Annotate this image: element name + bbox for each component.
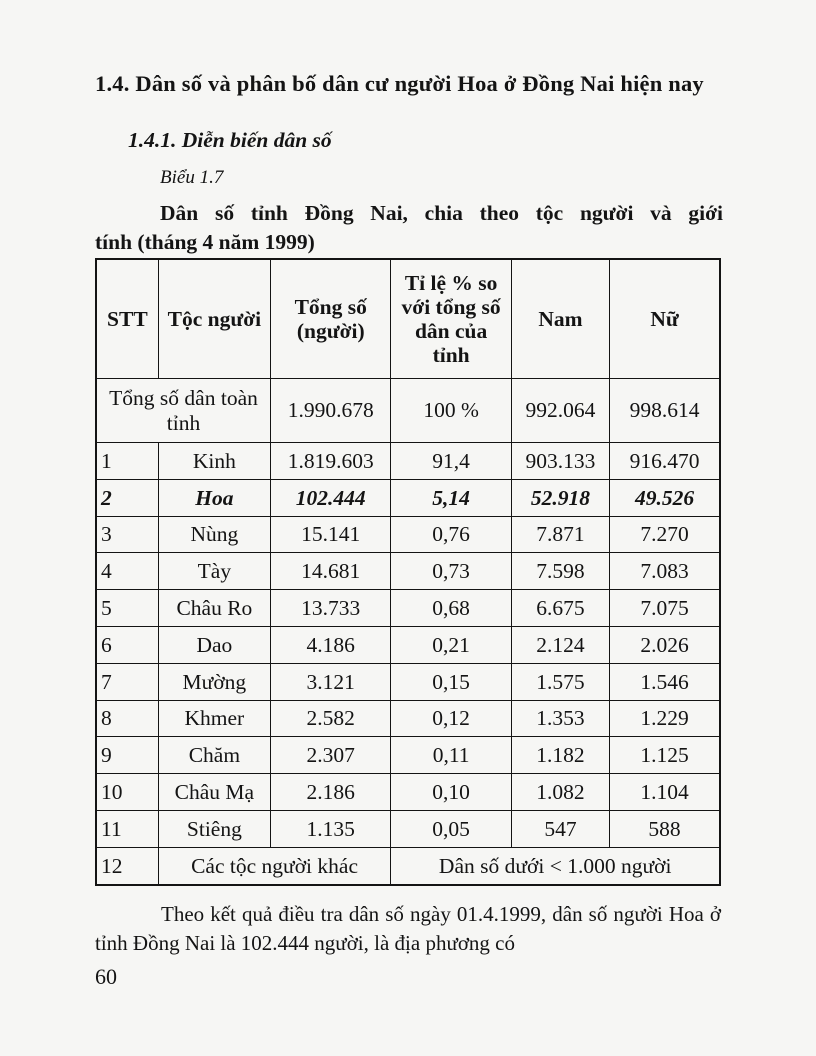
table-title-line1 <box>95 199 723 228</box>
table-row <box>96 443 720 480</box>
cell-nam: 7.598 <box>511 553 609 590</box>
cell-nam: 6.675 <box>511 590 609 627</box>
cell-tong-so: 2.186 <box>271 774 391 811</box>
table-row <box>96 663 720 700</box>
total-nu: 998.614 <box>610 379 720 443</box>
other-note: Dân số dưới < 1.000 người <box>391 847 720 884</box>
table-caption: Biểu 1.7 <box>160 167 224 188</box>
cell-tong-so: 4.186 <box>271 626 391 663</box>
cell-ti-le: 0,68 <box>391 590 511 627</box>
table-title <box>95 199 723 257</box>
cell-toc-nguoi: Châu Mạ <box>158 774 270 811</box>
other-stt: 12 <box>96 847 158 884</box>
cell-nu: 1.546 <box>610 663 720 700</box>
cell-tong-so: 13.733 <box>271 590 391 627</box>
cell-toc-nguoi: Mường <box>158 663 270 700</box>
cell-toc-nguoi: Tày <box>158 553 270 590</box>
cell-tong-so: 3.121 <box>271 663 391 700</box>
page-number: 60 <box>95 964 117 989</box>
cell-stt: 2 <box>96 479 158 516</box>
cell-stt: 10 <box>96 774 158 811</box>
cell-toc-nguoi: Dao <box>158 626 270 663</box>
cell-nam: 1.182 <box>511 737 609 774</box>
cell-nam: 7.871 <box>511 516 609 553</box>
cell-nam: 2.124 <box>511 626 609 663</box>
other-groups-row <box>96 847 720 884</box>
total-row <box>96 379 720 443</box>
cell-nu: 588 <box>610 810 720 847</box>
cell-nam: 1.353 <box>511 700 609 737</box>
table-row <box>96 774 720 811</box>
body-paragraph: Theo kết quả điều tra dân số ngày 01.4.1999, dân số người Hoa ở tỉnh Đồng Nai là 102.444 người, là địa phương có <box>95 902 721 955</box>
table-row <box>96 479 720 516</box>
header-nam: Nam <box>511 259 609 379</box>
cell-toc-nguoi: Hoa <box>158 479 270 516</box>
cell-nam: 1.082 <box>511 774 609 811</box>
table-header-row <box>96 259 720 379</box>
cell-tong-so: 15.141 <box>271 516 391 553</box>
cell-tong-so: 102.444 <box>271 479 391 516</box>
section-heading: 1.4. Dân số và phân bố dân cư người Hoa ở Đồng Nai hiện nay <box>95 71 704 96</box>
cell-stt: 3 <box>96 516 158 553</box>
header-toc-nguoi: Tộc người <box>158 259 270 379</box>
table-title-line1-text: Dân số tỉnh Đồng Nai, chia theo tộc người và giới <box>160 201 723 225</box>
cell-nam: 547 <box>511 810 609 847</box>
header-tong-so: Tổng số (người) <box>271 259 391 379</box>
table-row <box>96 516 720 553</box>
cell-stt: 8 <box>96 700 158 737</box>
cell-stt: 11 <box>96 810 158 847</box>
table-row <box>96 810 720 847</box>
cell-stt: 5 <box>96 590 158 627</box>
other-label: Các tộc người khác <box>158 847 391 884</box>
cell-tong-so: 1.819.603 <box>271 443 391 480</box>
cell-ti-le: 0,11 <box>391 737 511 774</box>
cell-stt: 4 <box>96 553 158 590</box>
cell-stt: 9 <box>96 737 158 774</box>
cell-tong-so: 2.307 <box>271 737 391 774</box>
table-row <box>96 737 720 774</box>
table-row <box>96 626 720 663</box>
cell-ti-le: 0,12 <box>391 700 511 737</box>
cell-ti-le: 0,73 <box>391 553 511 590</box>
cell-ti-le: 0,21 <box>391 626 511 663</box>
cell-ti-le: 5,14 <box>391 479 511 516</box>
cell-toc-nguoi: Nùng <box>158 516 270 553</box>
cell-nu: 916.470 <box>610 443 720 480</box>
cell-ti-le: 0,76 <box>391 516 511 553</box>
cell-ti-le: 0,10 <box>391 774 511 811</box>
population-table <box>95 258 721 886</box>
total-ti-le: 100 % <box>391 379 511 443</box>
cell-nu: 49.526 <box>610 479 720 516</box>
table-body <box>96 379 720 848</box>
cell-nu: 1.125 <box>610 737 720 774</box>
cell-tong-so: 2.582 <box>271 700 391 737</box>
cell-nam: 52.918 <box>511 479 609 516</box>
cell-tong-so: 14.681 <box>271 553 391 590</box>
cell-ti-le: 91,4 <box>391 443 511 480</box>
cell-toc-nguoi: Kinh <box>158 443 270 480</box>
cell-ti-le: 0,15 <box>391 663 511 700</box>
cell-toc-nguoi: Khmer <box>158 700 270 737</box>
cell-nu: 1.229 <box>610 700 720 737</box>
cell-stt: 1 <box>96 443 158 480</box>
cell-nam: 903.133 <box>511 443 609 480</box>
cell-nam: 1.575 <box>511 663 609 700</box>
table-row <box>96 700 720 737</box>
subsection-heading: 1.4.1. Diễn biến dân số <box>128 128 332 152</box>
cell-ti-le: 0,05 <box>391 810 511 847</box>
cell-nu: 7.083 <box>610 553 720 590</box>
header-stt: STT <box>96 259 158 379</box>
cell-nu: 1.104 <box>610 774 720 811</box>
total-nam: 992.064 <box>511 379 609 443</box>
cell-stt: 7 <box>96 663 158 700</box>
table-title-line2: tính (tháng 4 năm 1999) <box>95 230 315 254</box>
total-tong-so: 1.990.678 <box>271 379 391 443</box>
total-label: Tổng số dân toàn tỉnh <box>96 379 271 443</box>
cell-nu: 7.075 <box>610 590 720 627</box>
cell-nu: 2.026 <box>610 626 720 663</box>
table-row <box>96 553 720 590</box>
cell-nu: 7.270 <box>610 516 720 553</box>
header-ti-le: Tỉ lệ % so với tổng số dân của tỉnh <box>391 259 511 379</box>
cell-stt: 6 <box>96 626 158 663</box>
table-row <box>96 590 720 627</box>
header-nu: Nữ <box>610 259 720 379</box>
cell-toc-nguoi: Stiêng <box>158 810 270 847</box>
cell-toc-nguoi: Châu Ro <box>158 590 270 627</box>
cell-tong-so: 1.135 <box>271 810 391 847</box>
cell-toc-nguoi: Chăm <box>158 737 270 774</box>
